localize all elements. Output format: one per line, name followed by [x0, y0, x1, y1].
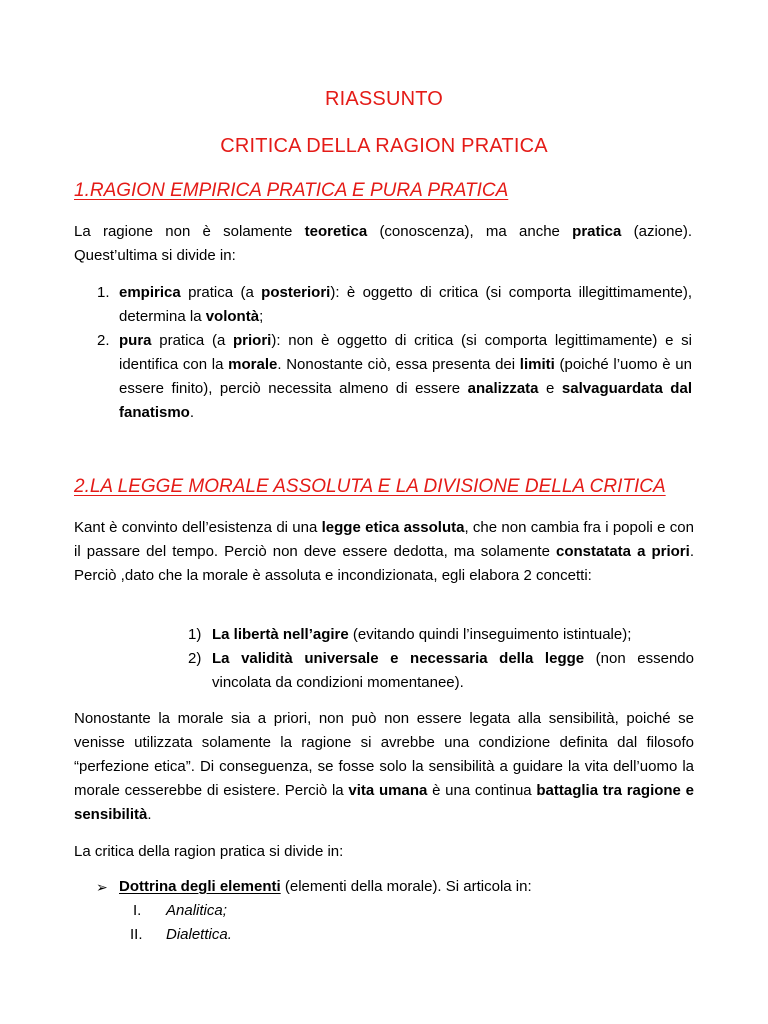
section-2-heading: 2.LA LEGGE MORALE ASSOLUTA E LA DIVISIONE DELLA CRITICA	[74, 476, 666, 497]
document-title: RIASSUNTO	[324, 88, 444, 110]
list-number: 2.	[97, 332, 110, 349]
roman-number: I.	[133, 902, 142, 919]
section-2-paragraph-3: La critica della ragion pratica si divide in:	[74, 843, 344, 860]
list-number: 1)	[188, 626, 202, 643]
list-number: 2)	[188, 650, 202, 667]
section-1-heading: 1.RAGION EMPIRICA PRATICA E PURA PRATICA	[74, 180, 509, 201]
roman-item-analitica: Analitica;	[166, 902, 227, 919]
roman-item-dialettica: Dialettica.	[166, 926, 232, 943]
list-number: 1.	[97, 284, 110, 301]
list-item-empirica: empirica pratica (a posteriori): è oggetto di critica (si comporta illegittimamente), determina la volontà;	[119, 284, 692, 325]
arrow-bullet-icon: ➢	[96, 879, 108, 895]
concept-validita: La validità universale e necessaria della legge (non essendo vincolata da condizioni momentanee).	[212, 650, 694, 691]
section-2-paragraph-1: Kant è convinto dell’esistenza di una legge etica assoluta, che non cambia fra i popoli e con il passare del tempo. Perciò non deve essere dedotta, ma solamente constatata a priori. Perciò ,dato che la morale è assoluta e incondizionata, egli elabora 2 concetti:	[74, 519, 694, 584]
list-item-pura: pura pratica (a priori): non è oggetto di critica (si comporta legittimamente) e si identifica con la morale. Nonostante ciò, essa presenta dei limiti (poiché l’uomo è un essere finito), perciò necessita almeno di essere analizzata e salvaguardata dal fanatismo.	[119, 332, 692, 421]
section-2-paragraph-2: Nonostante la morale sia a priori, non può non essere legata alla sensibilità, poiché se venisse utilizzata solamente la ragione si avrebbe una condizione definita dal filosofo “perfezione etica”. Di conseguenza, se fosse solo la sensibilità a guidare la vita dell’uomo la morale cesserebbe di esistere. Perciò la vita umana è una continua battaglia tra ragione e sensibilità.	[74, 710, 694, 823]
section-1-intro: La ragione non è solamente teoretica (conoscenza), ma anche pratica (azione). Quest’ultima si divide in:	[74, 223, 693, 264]
document-subtitle: CRITICA DELLA RAGION PRATICA	[220, 135, 548, 157]
roman-number: II.	[130, 926, 143, 943]
concept-liberta: La libertà nell’agire (evitando quindi l’inseguimento istintuale);	[212, 626, 632, 643]
bullet-dottrina-elementi: Dottrina degli elementi (elementi della morale). Si articola in:	[119, 878, 532, 895]
